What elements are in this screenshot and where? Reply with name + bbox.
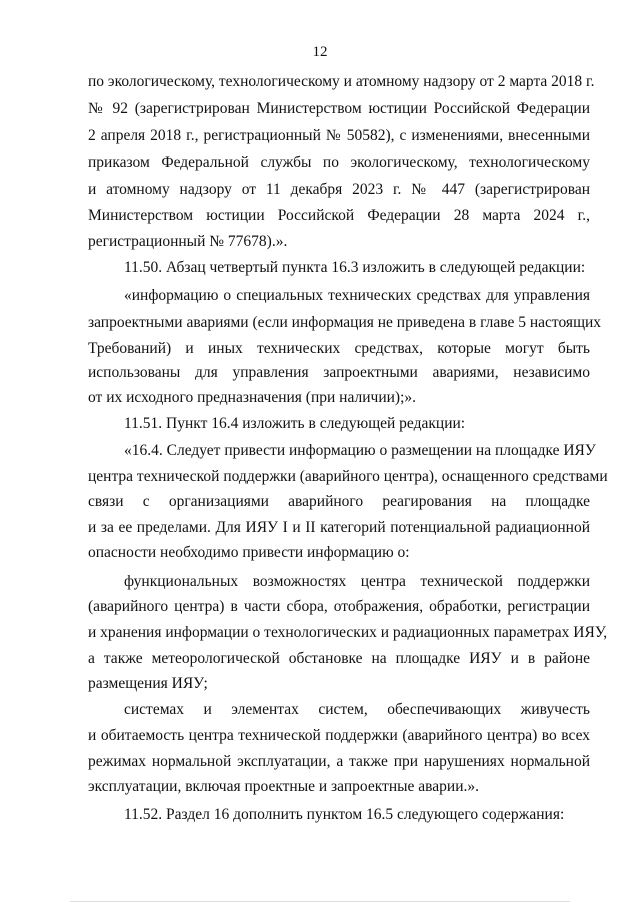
paragraph-heading: 11.50. Абзац четвертый пункта 16.3 изложить в следующей редакции: <box>124 259 586 276</box>
text-line: № 92 (зарегистрирован Министерством юстиции Российской Федерации <box>88 100 590 117</box>
text-line: и хранения информации о технологических и радиационных параметрах ИЯУ, <box>88 624 608 641</box>
text-line: и обитаемость центра технической поддержки (аварийного центра) во всех <box>88 727 590 744</box>
text-line: 2 апреля 2018 г., регистрационный № 50582), с изменениями, внесенными <box>88 127 590 144</box>
text-line: размещения ИЯУ; <box>88 675 208 692</box>
text-line: и атомному надзору от 11 декабря 2023 г. № 447 (зарегистрирован <box>88 181 590 198</box>
text-line: системах и элементах систем, обеспечивающих живучесть <box>124 701 590 718</box>
text-line: регистрационный № 77678).». <box>88 233 288 250</box>
text-line: по экологическому, технологическому и атомному надзору от 2 марта 2018 г. <box>88 73 595 90</box>
text-line: центра технической поддержки (аварийного центра), оснащенного средствами <box>88 468 608 485</box>
text-line: приказом Федеральной службы по экологическому, технологическому <box>88 154 590 171</box>
text-line: а также метеорологической обстановке на площадке ИЯУ и в районе <box>88 650 590 667</box>
text-line: связи с организациями аварийного реагирования на площадке <box>88 493 590 510</box>
paragraph-heading: 11.51. Пункт 16.4 изложить в следующей редакции: <box>124 415 466 432</box>
text-line: Требований) и иных технических средствах, которые могут быть <box>88 340 590 357</box>
text-line: и за ее пределами. Для ИЯУ I и II категорий потенциальной радиационной <box>88 519 590 536</box>
paragraph-heading: 11.52. Раздел 16 дополнить пунктом 16.5 следующего содержания: <box>124 806 565 823</box>
text-line: использованы для управления запроектными авариями, независимо <box>88 364 590 381</box>
text-line: опасности необходимо привести информацию о: <box>88 544 410 561</box>
page-number: 12 <box>312 44 328 60</box>
text-line: режимах нормальной эксплуатации, а также при нарушениях нормальной <box>88 753 590 770</box>
text-line: «16.4. Следует привести информацию о размещении на площадке ИЯУ <box>124 442 596 459</box>
text-line: «информацию о специальных технических средствах для управления <box>124 287 590 304</box>
text-line: Министерством юстиции Российской Федерации 28 марта 2024 г., <box>88 207 590 224</box>
page-edge <box>70 901 570 902</box>
text-line: (аварийного центра) в части сбора, отображения, обработки, регистрации <box>88 598 590 615</box>
text-line: эксплуатации, включая проектные и запроектные аварии.». <box>88 778 479 795</box>
text-line: запроектными авариями (если информация не приведена в главе 5 настоящих <box>88 314 602 331</box>
text-line: от их исходного предназначения (при наличии);». <box>88 389 416 406</box>
text-line: функциональных возможностях центра технической поддержки <box>124 573 590 590</box>
